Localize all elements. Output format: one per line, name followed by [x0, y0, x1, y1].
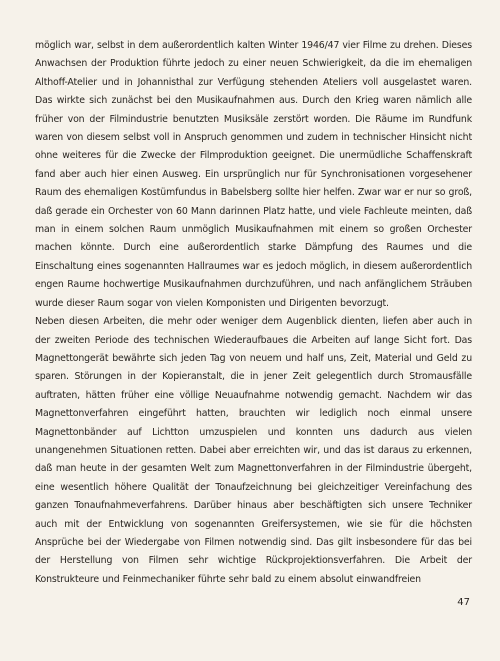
page-number: 47 [457, 597, 470, 608]
paragraph-2: Neben diesen Arbeiten, die mehr oder weniger dem Augenblick dienten, liefen aber auch in der zweiten Periode des technischen Wiederaufbaues die Arbeiten auf lange Sicht fort. Das Magnettongerät bewährte sich jeden Tag von neuem und half uns, Zeit, Material und Geld zu sparen. Störungen in der Kopieranstalt, die in jener Zeit gelegentlich durch Stromausfälle auftraten, hätten früher eine völlige Neuaufnahme notwendig gemacht. Nachdem wir das Magnettonverfahren eingeführt hatten, brauchten wir lediglich noch einmal unsere Magnettonbänder auf Lichtton umzuspielen und konnten uns dadurch aus vielen unangenehmen Situationen retten. Dabei aber erreichten wir, und das ist daraus zu erkennen, daß man heute in der gesamten Welt zum Magnettonverfahren in der Filmindustrie übergeht, eine wesentlich höhere Qualität der Tonaufzeichnung bei gleichzeitiger Vereinfachung des ganzen Tonaufnahmeverfahrens. Darüber hinaus aber beschäftigten sich unsere Techniker auch mit der Entwicklung von sogenannten Greifersystemen, wie sie für die höchsten Ansprüche bei der Wiedergabe von Filmen notwendig sind. Das gilt insbesondere für das bei der Herstellung von Filmen sehr wichtige Rückprojektionsverfahren. Die Arbeit der Konstrukteure und Feinmechaniker führte sehr bald zu einem absolut einwandfreien [35, 316, 472, 585]
body-text [35, 37, 472, 589]
paragraph-1: möglich war, selbst in dem außerordentlich kalten Winter 1946/47 vier Filme zu drehen. Dieses Anwachsen der Produktion führte jedoch zu einer neuen Schwierigkeit, da die im ehemaligen Althoff-Atelier und in Johannisthal zur Verfügung stehenden Ateliers voll ausgelastet waren. Das wirkte sich zunächst bei den Musikaufnahmen aus. Durch den Krieg waren nämlich alle früher von der Filmindustrie benutzten Musiksäle zerstört worden. Die Räume im Rundfunk waren von diesem selbst voll in Anspruch genommen und zudem in technischer Hinsicht nicht ohne weiteres für die Zwecke der Filmproduktion geeignet. Die unermüdliche Schaffenskraft fand aber auch hier einen Ausweg. Ein ursprünglich nur für Synchronisationen vorgesehener Raum des ehemaligen Kostümfundus in Babelsberg sollte hier helfen. Zwar war er nur so groß, daß gerade ein Orchester von 60 Mann darinnen Platz hatte, und viele Fachleute meinten, daß man in einem solchen Raum unmöglich Musikaufnahmen mit einem so großen Orchester machen könnte. Durch eine außerordentlich starke Dämpfung des Raumes und die Einschaltung eines sogenannten Hallraumes war es jedoch möglich, in diesem außerordentlich engen Raume hochwertige Musikaufnahmen durchzuführen, und nach anfänglichem Sträuben wurde dieser Raum sogar von vielen Komponisten und Dirigenten bevorzugt. [35, 40, 472, 309]
